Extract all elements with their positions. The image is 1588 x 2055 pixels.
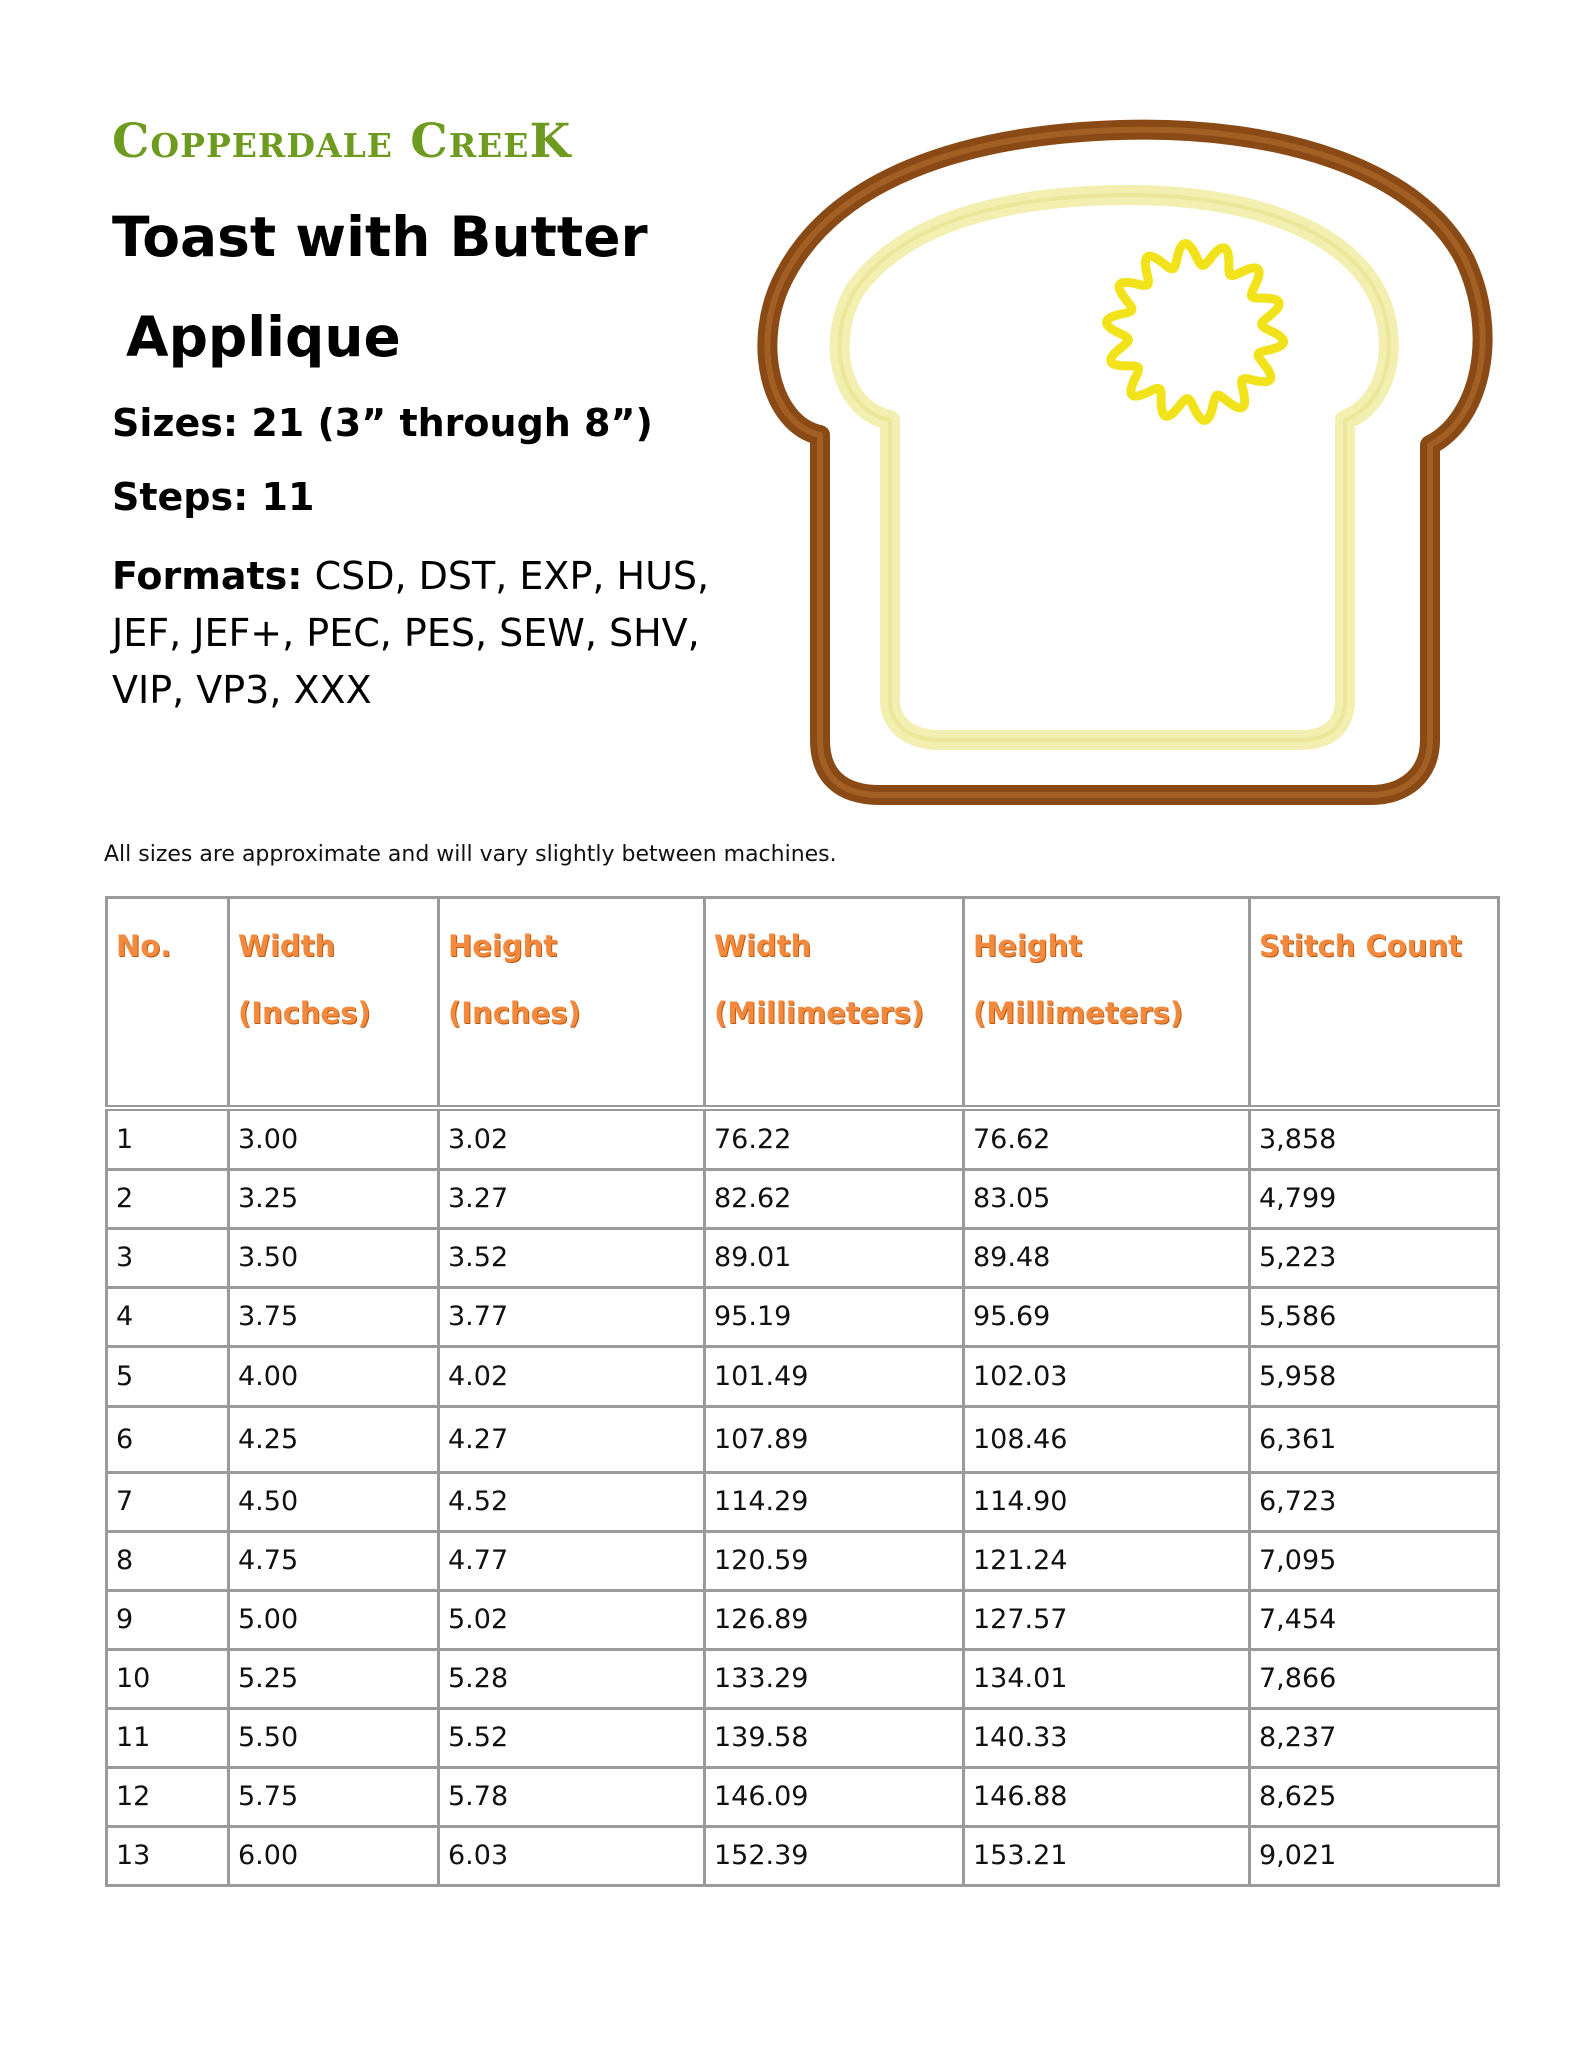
table-cell: 3 [107,1228,229,1287]
table-cell: 133.29 [705,1649,964,1708]
table-header-row [107,898,1499,1109]
table-cell: 4.52 [439,1472,705,1531]
column-header [107,898,229,1109]
sizes-info: Sizes: 21 (3” through 8”) [112,401,653,445]
table-cell: 146.09 [705,1767,964,1826]
column-header-unit: (Inches) [238,996,371,1030]
table-cell: 7,866 [1250,1649,1499,1708]
table-cell: 3.02 [439,1108,705,1169]
formats-label: Formats: [112,554,303,598]
table-cell: 5 [107,1346,229,1406]
column-header-unit: (Millimeters) [714,996,925,1030]
table-cell: 153.21 [964,1826,1250,1885]
column-header [705,898,964,1109]
table-cell: 95.69 [964,1287,1250,1346]
table-cell: 4.27 [439,1406,705,1472]
table-cell: 83.05 [964,1169,1250,1228]
table-cell: 4.50 [229,1472,439,1531]
table-cell: 121.24 [964,1531,1250,1590]
table-cell: 3.27 [439,1169,705,1228]
table-cell: 82.62 [705,1169,964,1228]
table-cell: 140.33 [964,1708,1250,1767]
formats-info [112,548,752,719]
table-cell: 4.00 [229,1346,439,1406]
table-row [107,1649,1499,1708]
table-cell: 114.90 [964,1472,1250,1531]
table-cell: 13 [107,1826,229,1885]
table-cell: 5.25 [229,1649,439,1708]
column-header-title: Width [714,929,812,963]
table-cell: 5,223 [1250,1228,1499,1287]
table-cell: 102.03 [964,1346,1250,1406]
table-cell: 7,095 [1250,1531,1499,1590]
column-header-title: Height [973,929,1083,963]
column-header-title: Stitch Count [1259,929,1462,963]
table-cell: 6.00 [229,1826,439,1885]
table-cell: 9,021 [1250,1826,1499,1885]
table-cell: 9 [107,1590,229,1649]
product-title: Toast with Butter [112,205,648,269]
table-cell: 5.78 [439,1767,705,1826]
table-cell: 95.19 [705,1287,964,1346]
column-header-unit: (Inches) [448,996,581,1030]
table-cell: 139.58 [705,1708,964,1767]
table-cell: 107.89 [705,1406,964,1472]
table-cell: 3.50 [229,1228,439,1287]
column-header-title: No. [116,929,172,963]
table-row [107,1590,1499,1649]
column-header [229,898,439,1109]
table-cell: 4.75 [229,1531,439,1590]
table-cell: 4.02 [439,1346,705,1406]
table-row [107,1708,1499,1767]
table-row [107,1108,1499,1169]
table-cell: 5.50 [229,1708,439,1767]
table-row [107,1406,1499,1472]
table-cell: 3.77 [439,1287,705,1346]
table-cell: 89.48 [964,1228,1250,1287]
butter-pat [1107,244,1284,421]
table-cell: 6,361 [1250,1406,1499,1472]
table-cell: 89.01 [705,1228,964,1287]
table-cell: 7 [107,1472,229,1531]
table-cell: 3.00 [229,1108,439,1169]
table-cell: 5.00 [229,1590,439,1649]
table-cell: 101.49 [705,1346,964,1406]
table-cell: 5.52 [439,1708,705,1767]
column-header [1250,898,1499,1109]
column-header-title: Height [448,929,558,963]
table-cell: 108.46 [964,1406,1250,1472]
table-cell: 3.25 [229,1169,439,1228]
table-cell: 146.88 [964,1767,1250,1826]
table-cell: 6,723 [1250,1472,1499,1531]
table-cell: 11 [107,1708,229,1767]
table-cell: 5.75 [229,1767,439,1826]
column-header-title: Width [238,929,336,963]
table-cell: 7,454 [1250,1590,1499,1649]
table-cell: 3.75 [229,1287,439,1346]
table-cell: 6 [107,1406,229,1472]
table-cell: 76.22 [705,1108,964,1169]
size-disclaimer: All sizes are approximate and will vary slightly between machines. [104,842,837,867]
table-row [107,1531,1499,1590]
table-cell: 152.39 [705,1826,964,1885]
table-cell: 8 [107,1531,229,1590]
table-cell: 4 [107,1287,229,1346]
table-cell: 3.52 [439,1228,705,1287]
formats-value: CSD, DST, EXP, HUS, JEF, JEF+, PEC, PES, SEW, SHV, VIP, VP3, XXX [112,554,710,712]
table-cell: 76.62 [964,1108,1250,1169]
table-row [107,1169,1499,1228]
table-cell: 4.25 [229,1406,439,1472]
table-cell: 4.77 [439,1531,705,1590]
table-cell: 6.03 [439,1826,705,1885]
table-cell: 12 [107,1767,229,1826]
table-body [107,1108,1499,1885]
size-chart-table [105,896,1500,1887]
table-row [107,1472,1499,1531]
table-cell: 8,625 [1250,1767,1499,1826]
table-cell: 3,858 [1250,1108,1499,1169]
table-row [107,1826,1499,1885]
butter-spread-outline [840,195,1389,740]
table-cell: 114.29 [705,1472,964,1531]
column-header [439,898,705,1109]
column-header [964,898,1250,1109]
toast-applique-image [740,100,1510,830]
table-cell: 4,799 [1250,1169,1499,1228]
table-cell: 5,586 [1250,1287,1499,1346]
table-cell: 1 [107,1108,229,1169]
table-cell: 8,237 [1250,1708,1499,1767]
column-header-unit: (Millimeters) [973,996,1184,1030]
table-row [107,1287,1499,1346]
table-row [107,1767,1499,1826]
brand-name: Copperdale CreeK [112,114,572,169]
table-row [107,1346,1499,1406]
table-cell: 134.01 [964,1649,1250,1708]
table-row [107,1228,1499,1287]
table-cell: 5.02 [439,1590,705,1649]
table-cell: 126.89 [705,1590,964,1649]
table-cell: 5,958 [1250,1346,1499,1406]
toast-crust-outline [767,130,1482,795]
steps-info: Steps: 11 [112,475,315,519]
table-cell: 127.57 [964,1590,1250,1649]
table-cell: 5.28 [439,1649,705,1708]
table-cell: 10 [107,1649,229,1708]
product-subtitle: Applique [126,305,401,369]
table-cell: 2 [107,1169,229,1228]
table-cell: 120.59 [705,1531,964,1590]
